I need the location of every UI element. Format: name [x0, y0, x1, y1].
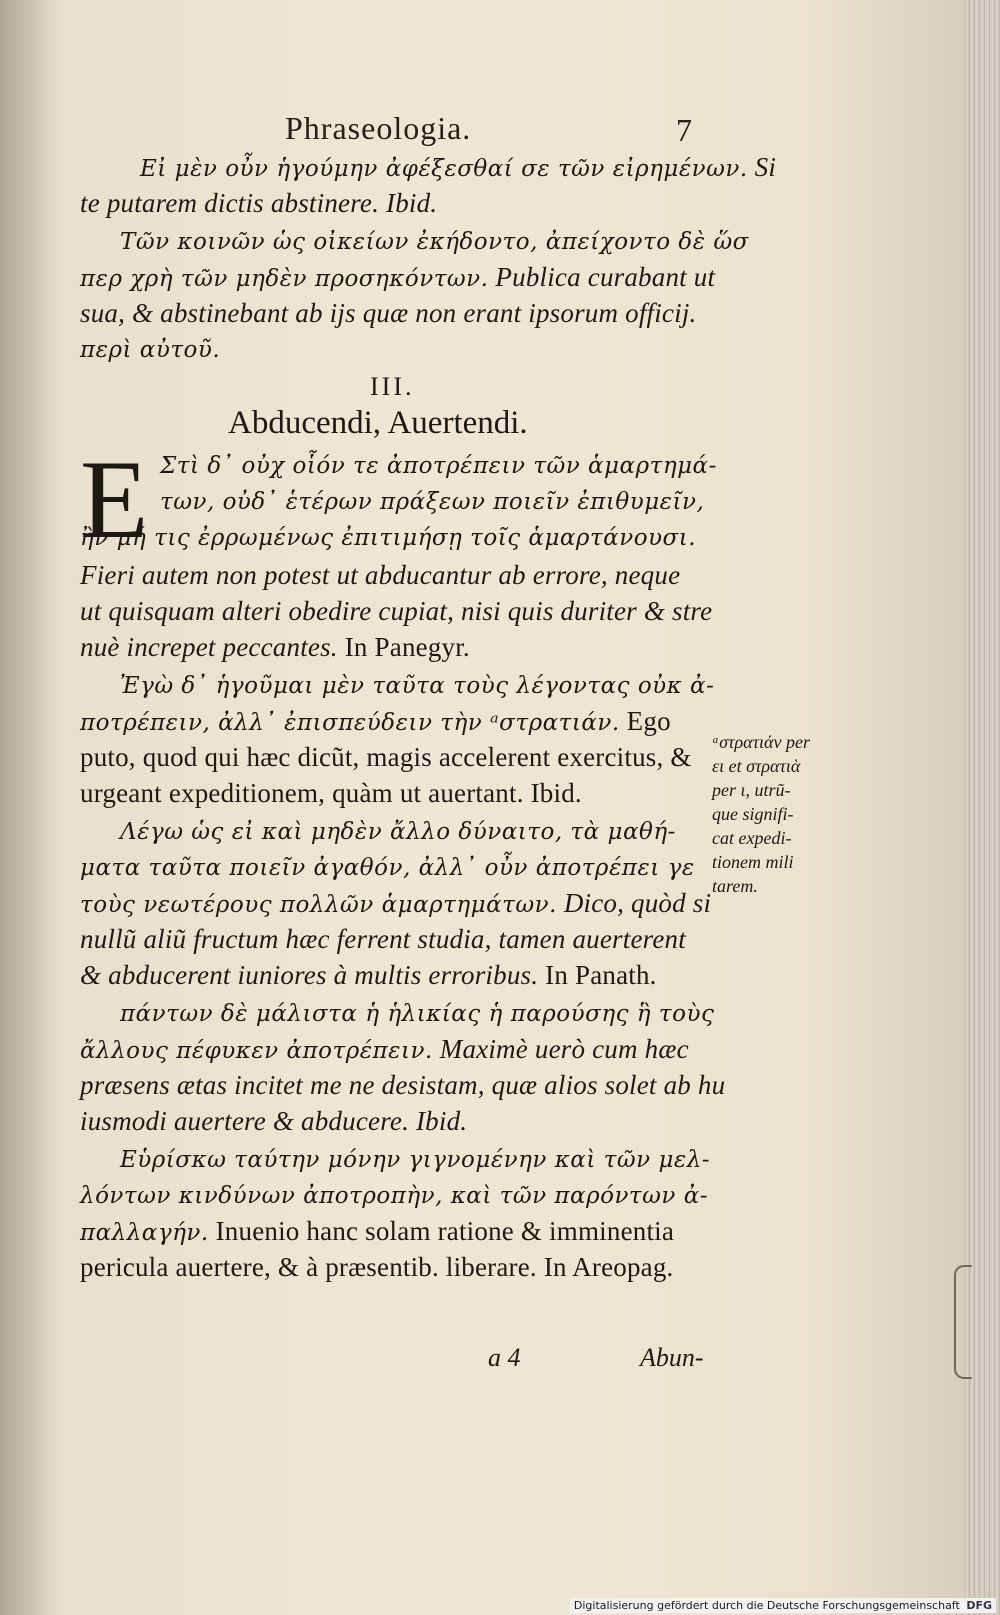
credit-text: Digitalisierung gefördert durch die Deutsche Forschungsgemeinschaft [573, 1599, 960, 1612]
greek-text: περὶ αὐτοῦ. [80, 337, 221, 363]
text-line [80, 776, 582, 811]
latin-text: ut quisquam alteri obedire cupiat, nisi quis duriter & stre [80, 596, 713, 626]
signature-mark: a 4 [488, 1343, 521, 1372]
text-line [120, 996, 714, 1031]
margin-note-line: ει et στρατιὰ [712, 756, 801, 776]
gutter-shadow [0, 0, 60, 1615]
catchword: Abun- [640, 1343, 704, 1372]
text-line [160, 448, 717, 483]
greek-text: Εἰ μὲν οὖν ἡγούμην ἀφέξεσθαί σε τῶν εἰρημένων. [140, 156, 748, 182]
text-line [80, 332, 220, 367]
text-line [80, 260, 715, 296]
latin-text: In Panegyr. [337, 632, 470, 662]
text-line [120, 224, 749, 259]
text-line [80, 1104, 467, 1139]
greek-text: πάντων δὲ μάλιστα ἡ ἡλικίας ἡ παρούσης ἣ τοὺς [120, 1001, 715, 1027]
greek-text: περ χρὴ τῶν μηδὲν προσηκόντων. [80, 266, 489, 292]
greek-text: Ἐγὼ δ᾽ ἡγοῦμαι μὲν ταῦτα τοὺς λέγοντας οὐκ ἀ- [120, 673, 715, 699]
margin-note [712, 730, 842, 898]
latin-text: te putarem dictis abstinere. Ibid. [80, 188, 438, 218]
latin-text: iusmodi auertere & abducere. Ibid. [80, 1106, 468, 1136]
section-title: Abducendi, Auertendi. [228, 405, 528, 441]
text-line [80, 922, 686, 957]
latin-text: & abducerent iuniores à multis erroribus. [80, 960, 539, 990]
greek-text: Τῶν κοινῶν ὡς οἰκείων ἐκήδοντο, ἀπείχοντο δὲ ὥσ [120, 229, 749, 255]
latin-text: puto, quod qui hæc dicũt, magis accelerent exercitus, & [80, 742, 692, 772]
greek-text: ἢν μή τις ἐρρωμένως ἐπιτιμήσῃ τοῖς ἁμαρτάνουσι. [80, 525, 697, 551]
margin-note-line: tionem mili [712, 852, 794, 872]
text-line [80, 594, 712, 629]
latin-text: sua, & abstinebant ab ijs quæ non erant ipsorum officij. [80, 298, 697, 328]
text-line [80, 850, 695, 885]
latin-text: pericula auertere, & à præsentib. liberare. In Areopag. [80, 1252, 674, 1282]
text-line [80, 704, 671, 740]
text-line [160, 484, 704, 519]
latin-text: Fieri autem non potest ut abducantur ab errore, neque [80, 560, 681, 590]
text-line [80, 186, 437, 221]
text-line [120, 814, 676, 849]
latin-text: Ego [619, 706, 671, 736]
latin-text: nuè increpet peccantes. [80, 632, 338, 662]
text-line [80, 1178, 708, 1213]
text-line [80, 1250, 674, 1285]
margin-note-line: per ι, utrũ- [712, 780, 791, 800]
running-title: Phraseologia. [285, 110, 472, 146]
drop-capital: E [80, 438, 149, 562]
text-line [80, 1032, 689, 1068]
text-line [80, 558, 680, 593]
latin-text: præsens ætas incitet me ne desistam, quæ alios solet ab hu [80, 1070, 726, 1100]
greek-text: παλλαγήν. [80, 1220, 209, 1246]
text-line [80, 958, 657, 993]
margin-note-line: que signifi- [712, 804, 794, 824]
latin-text: Si [747, 152, 777, 182]
greek-text: Εὑρίσκω ταύτην μόνην γιγνομένην καὶ τῶν μελ- [120, 1147, 711, 1173]
greek-text: των, οὐδ᾽ ἑτέρων πράξεων ποιεῖν ἐπιθυμεῖν, [160, 489, 705, 515]
greek-text: Λέγω ὡς εἰ καὶ μηδὲν ἄλλο δύναιτο, τὰ μαθή- [120, 819, 676, 845]
dfg-logo: DFG [966, 1599, 992, 1612]
margin-note-line: ᵃστρατιάν per [712, 732, 810, 752]
latin-text: In Panath. [538, 960, 657, 990]
page-edge-mark [954, 1265, 972, 1379]
text-line [80, 1068, 725, 1103]
text-line [80, 630, 470, 665]
text-line [80, 296, 696, 331]
latin-text: nullũ aliũ fructum hæc ferrent studia, tamen auerterent [80, 924, 686, 954]
greek-text: ματα ταῦτα ποιεῖν ἀγαθόν, ἀλλ᾽ οὖν ἀποτρέπει γε [80, 855, 695, 881]
margin-note-line: cat expedi- [712, 828, 792, 848]
section-numeral: III. [370, 372, 415, 401]
latin-text: urgeant expeditionem, quàm ut auertant. Ibid. [80, 778, 582, 808]
latin-text: Dico, quòd si [556, 888, 712, 918]
text-line [140, 150, 776, 186]
text-line [80, 1214, 674, 1250]
text-line [80, 520, 696, 555]
greek-text: ἄλλους πέφυκεν ἀποτρέπειν. [80, 1038, 433, 1064]
greek-text: ποτρέπειν, ἀλλ᾽ ἐπισπεύδειν τὴν ᵃστρατιάν. [80, 710, 620, 736]
page-number: 7 [676, 112, 692, 148]
greek-text: Στὶ δ᾽ οὐχ οἷόν τε ἀποτρέπειν τῶν ἁμαρτημά- [160, 453, 717, 479]
text-line [120, 1142, 710, 1177]
margin-note-line: tarem. [712, 876, 758, 896]
digitization-credit [570, 1598, 996, 1613]
text-line [120, 668, 714, 703]
latin-text: Publica curabant ut [488, 262, 716, 292]
text-line [80, 740, 692, 775]
greek-text: τοὺς νεωτέρους πολλῶν ἁμαρτημάτων. [80, 892, 557, 918]
latin-text: Maximè uerò cum hæc [432, 1034, 689, 1064]
latin-text: Inuenio hanc solam ratione & imminentia [208, 1216, 675, 1246]
greek-text: λόντων κινδύνων ἀποτροπὴν, καὶ τῶν παρόντων ἀ- [80, 1183, 708, 1209]
text-line [80, 886, 711, 922]
